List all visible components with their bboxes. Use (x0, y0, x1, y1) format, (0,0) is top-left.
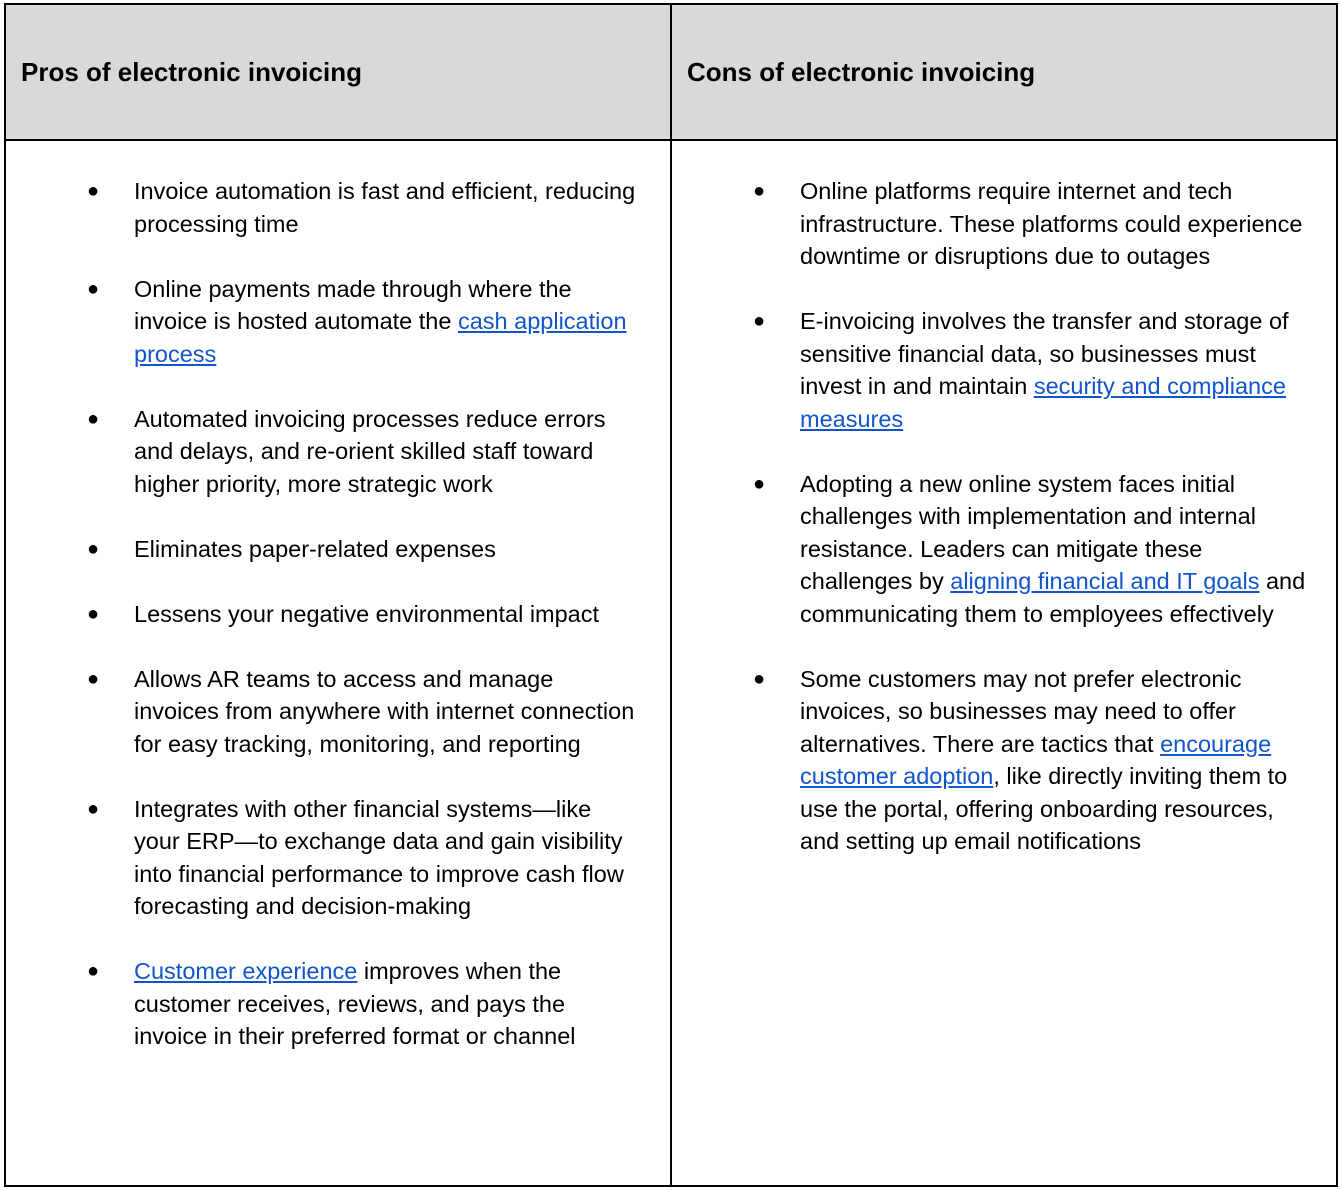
bullet-icon: ● (753, 472, 766, 495)
bullet-icon: ● (753, 180, 766, 202)
pros-list-item (46, 403, 640, 501)
bullet-icon: ● (87, 960, 100, 982)
pros-list-item (46, 175, 640, 240)
cons-list-item (712, 305, 1306, 435)
pros-cons-table (4, 3, 1338, 1187)
bullet-icon: ● (87, 407, 100, 430)
item-text: Lessens your negative environmental impact (134, 600, 600, 627)
bullet-icon: ● (753, 667, 766, 690)
header-row (5, 4, 1337, 140)
cons-list-item (712, 468, 1306, 631)
cons-list (672, 141, 1336, 858)
item-text: E-invoicing involves the transfer and storage of sensitive financial data, so businesses must invest in and maintain (800, 308, 1289, 399)
item-text: Integrates with other financial systems—like your ERP—to exchange data and gain visibility into financial performance to improve cash flow forecasting and decision-making (134, 795, 624, 919)
item-link[interactable]: security and compliance measures (800, 373, 1286, 432)
item-text: Eliminates paper-related expenses (134, 535, 496, 562)
item-text: Online payments made through where the invoice is hosted automate the (134, 275, 572, 334)
bullet-icon: ● (87, 602, 100, 625)
pros-cell (5, 140, 671, 1186)
pros-list-item (46, 598, 640, 631)
item-text: Adopting a new online system faces initial challenges with implementation and internal resistance. Leaders can mitigate these challenges by (800, 470, 1256, 594)
pros-list-item (46, 533, 640, 566)
body-row (5, 140, 1337, 1186)
bullet-icon: ● (87, 277, 100, 300)
pros-list-item (46, 273, 640, 371)
bullet-icon: ● (87, 537, 100, 560)
cons-header: Cons of electronic invoicing (671, 4, 1337, 140)
pros-header: Pros of electronic invoicing (5, 4, 671, 140)
item-text: Online platforms require internet and tech infrastructure. These platforms could experience downtime or disruptions due to outages (800, 178, 1303, 269)
item-text: Some customers may not prefer electronic invoices, so businesses may need to offer alternatives. There are tactics that (800, 665, 1242, 757)
item-text: Invoice automation is fast and efficient, reducing processing time (134, 178, 636, 237)
item-link[interactable]: cash application process (134, 308, 627, 367)
item-text-after: improves when the customer receives, reviews, and pays the invoice in their preferred format or channel (134, 958, 576, 1049)
cons-list-item (712, 175, 1306, 273)
cons-cell (671, 140, 1337, 1186)
item-link[interactable]: encourage customer adoption (800, 730, 1272, 789)
pros-list-item (46, 793, 640, 923)
bullet-icon: ● (753, 310, 766, 332)
item-text-after: , like directly inviting them to use the portal, offering onboarding resources, and setting up email notifications (800, 763, 1288, 854)
item-text-after: and communicating them to employees effectively (800, 568, 1306, 627)
pros-list-item (46, 663, 640, 761)
bullet-icon: ● (87, 797, 100, 820)
item-link[interactable]: aligning financial and IT goals (950, 568, 1260, 594)
bullet-icon: ● (87, 667, 100, 690)
item-text: Allows AR teams to access and manage invoices from anywhere with internet connection for easy tracking, monitoring, and reporting (134, 665, 635, 757)
pros-list (6, 141, 670, 1053)
cons-list-item (712, 663, 1306, 858)
item-link[interactable]: Customer experience (134, 958, 358, 984)
bullet-icon: ● (87, 180, 100, 202)
item-text: Automated invoicing processes reduce errors and delays, and re-orient skilled staff toward higher priority, more strategic work (134, 405, 606, 497)
pros-list-item (46, 955, 640, 1053)
